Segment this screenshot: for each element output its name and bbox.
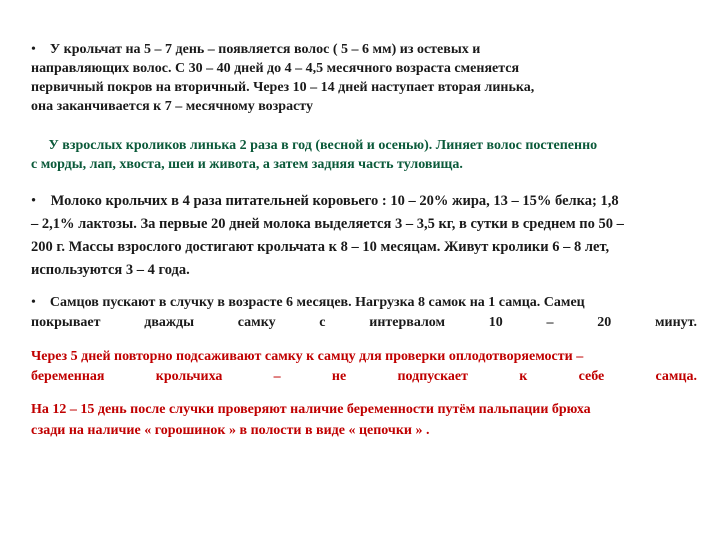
bullet-3: • bbox=[31, 295, 36, 310]
paragraph-milk bbox=[31, 190, 697, 282]
p5-line-2: беременная крольчиха – не подпускает к себе самца. bbox=[31, 369, 697, 384]
p2-line-2: с морды, лап, хвоста, шеи и живота, а затем задняя часть туловища. bbox=[31, 157, 463, 172]
p6-line-1: На 12 – 15 день после случки проверяют наличие беременности путём пальпации брюха bbox=[31, 402, 591, 417]
p1-line-1: У крольчат на 5 – 7 день – появляется волос ( 5 – 6 мм) из остевых и bbox=[49, 42, 481, 57]
p1-line-3: первичный покров на вторичный. Через 10 – 14 дней наступает вторая линька, bbox=[31, 80, 535, 95]
p6-line-2: сзади на наличие « горошинок » в полости в виде « цепочки » . bbox=[31, 423, 430, 438]
bullet-1: • bbox=[31, 42, 36, 57]
p5-line-1: Через 5 дней повторно подсаживают самку к самцу для проверки оплодотворяемости – bbox=[31, 349, 584, 364]
bullet-2: • bbox=[31, 193, 37, 209]
p1-line-2: направляющих волос. С 30 – 40 дней до 4 – 4,5 месячного возраста сменяется bbox=[31, 61, 520, 76]
p3-line-2: – 2,1% лактозы. За первые 20 дней молока выделяется 3 – 3,5 кг, в сутки в среднем по 50 – bbox=[31, 216, 624, 232]
p4-line-2: покрывает дважды самку с интервалом 10 – 20 минут. bbox=[31, 315, 697, 330]
p3-line-3: 200 г. Массы взрослого достигают крольчата к 8 – 10 месяцам. Живут кролики 6 – 8 лет, bbox=[31, 239, 610, 255]
paragraph-molting-young bbox=[31, 40, 697, 116]
paragraph-pregnancy-check bbox=[31, 399, 697, 441]
paragraph-molting-adult bbox=[31, 136, 697, 174]
paragraph-repeat-mating bbox=[31, 347, 697, 387]
p1-line-4: она заканчивается к 7 – месячному возрасту bbox=[31, 99, 313, 114]
p4-line-1: Самцов пускают в случку в возрасте 6 месяцев. Нагрузка 8 самок на 1 самца. Самец bbox=[49, 295, 585, 310]
p3-line-1: Молоко крольчих в 4 раза питательней коровьего : 10 – 20% жира, 13 – 15% белка; 1,8 bbox=[50, 193, 619, 209]
p3-line-4: используются 3 – 4 года. bbox=[31, 262, 190, 278]
paragraph-mating bbox=[31, 293, 697, 333]
p2-line-1: У взрослых кроликов линька 2 раза в год (весной и осенью). Линяет волос постепенно bbox=[48, 138, 598, 153]
